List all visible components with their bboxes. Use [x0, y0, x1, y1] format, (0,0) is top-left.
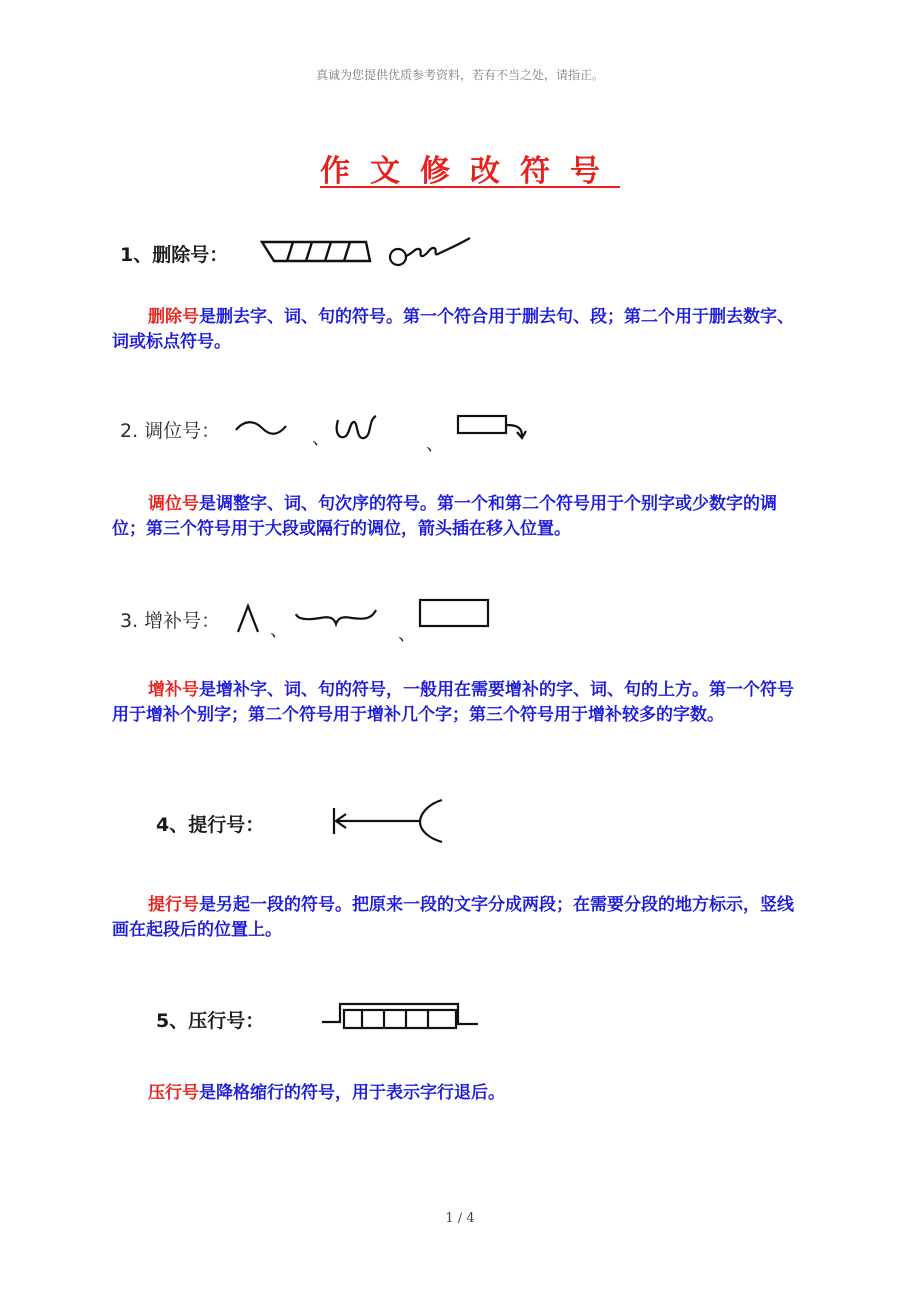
indent-symbol-image: [322, 996, 492, 1036]
document-title: [0, 146, 920, 190]
new-paragraph-term: 提行号: [148, 895, 199, 915]
tilde-swap-icon: [236, 422, 286, 434]
indent-text: 是降格缩行的符号，用于表示字行退后。: [199, 1083, 505, 1103]
bar-arrow-arc-icon: [334, 800, 442, 842]
new-paragraph-symbol-label: 4、提行号：: [156, 814, 265, 836]
transposition-symbols-image: [230, 406, 550, 450]
cell-box-indent-icon: [322, 1004, 478, 1028]
transposition-separator-2: 、: [426, 434, 444, 455]
header-note: 真诚为您提供优质参考资料，若有不当之处，请指正。: [315, 68, 604, 82]
box-arrow-move-icon: [458, 416, 526, 438]
caret-insert-icon: [238, 606, 258, 632]
insertion-symbol-label: 3. 增补号：: [120, 610, 221, 632]
insertion-term: 增补号: [148, 680, 199, 700]
indent-description: [112, 1081, 810, 1106]
document-title-text: 作文修改符号: [320, 154, 620, 189]
deletion-text: 是删去字、词、句的符号。第一个符合用于删去句、段；第二个用于删去数字、词或标点符号。: [112, 307, 794, 352]
transposition-symbol-label: 2. 调位号：: [120, 420, 221, 442]
insertion-separator-1: 、: [270, 620, 288, 641]
deletion-symbols-image: [260, 232, 500, 272]
transposition-separator-1: 、: [312, 428, 330, 449]
insertion-separator-2: 、: [398, 624, 416, 645]
deletion-symbol-label: 1、删除号：: [120, 244, 229, 266]
indent-symbol-row: [112, 994, 492, 1044]
new-paragraph-symbol-image: [330, 794, 460, 848]
page-number: 1 / 4: [445, 1211, 475, 1226]
deletion-symbol-row: [112, 228, 512, 278]
indent-symbol-label: 5、压行号：: [156, 1010, 265, 1032]
transposition-description: [112, 492, 810, 542]
transposition-symbol-row: [112, 404, 572, 454]
loop-tail-delete-icon: [390, 238, 470, 265]
deletion-description: [112, 305, 810, 355]
transposition-text: 是调整字、词、句次序的符号。第一个和第二个符号用于个别字或少数字的调位；第三个符号用于大段或隔行的调位，箭头插在移入位置。: [112, 494, 777, 539]
indent-term: 压行号: [148, 1083, 199, 1103]
new-paragraph-symbol-row: [112, 794, 472, 844]
wave-swap-icon: [337, 416, 376, 438]
hatched-box-delete-icon: [262, 242, 370, 261]
new-paragraph-text: 是另起一段的符号。把原来一段的文字分成两段；在需要分段的地方标示，竖线画在起段后的位置上。: [112, 895, 794, 940]
insertion-text: 是增补字、词、句的符号，一般用在需要增补的字、词、句的上方。第一个符号用于增补个别字；第二个符号用于增补几个字；第三个符号用于增补较多的字数。: [112, 680, 794, 725]
insertion-symbol-row: [112, 592, 532, 645]
brace-insert-icon: [296, 610, 376, 624]
transposition-term: 调位号: [148, 494, 199, 514]
box-insert-icon: [420, 600, 488, 626]
new-paragraph-description: [112, 893, 810, 943]
insertion-description: [112, 678, 810, 728]
deletion-term: 删除号: [148, 307, 199, 327]
